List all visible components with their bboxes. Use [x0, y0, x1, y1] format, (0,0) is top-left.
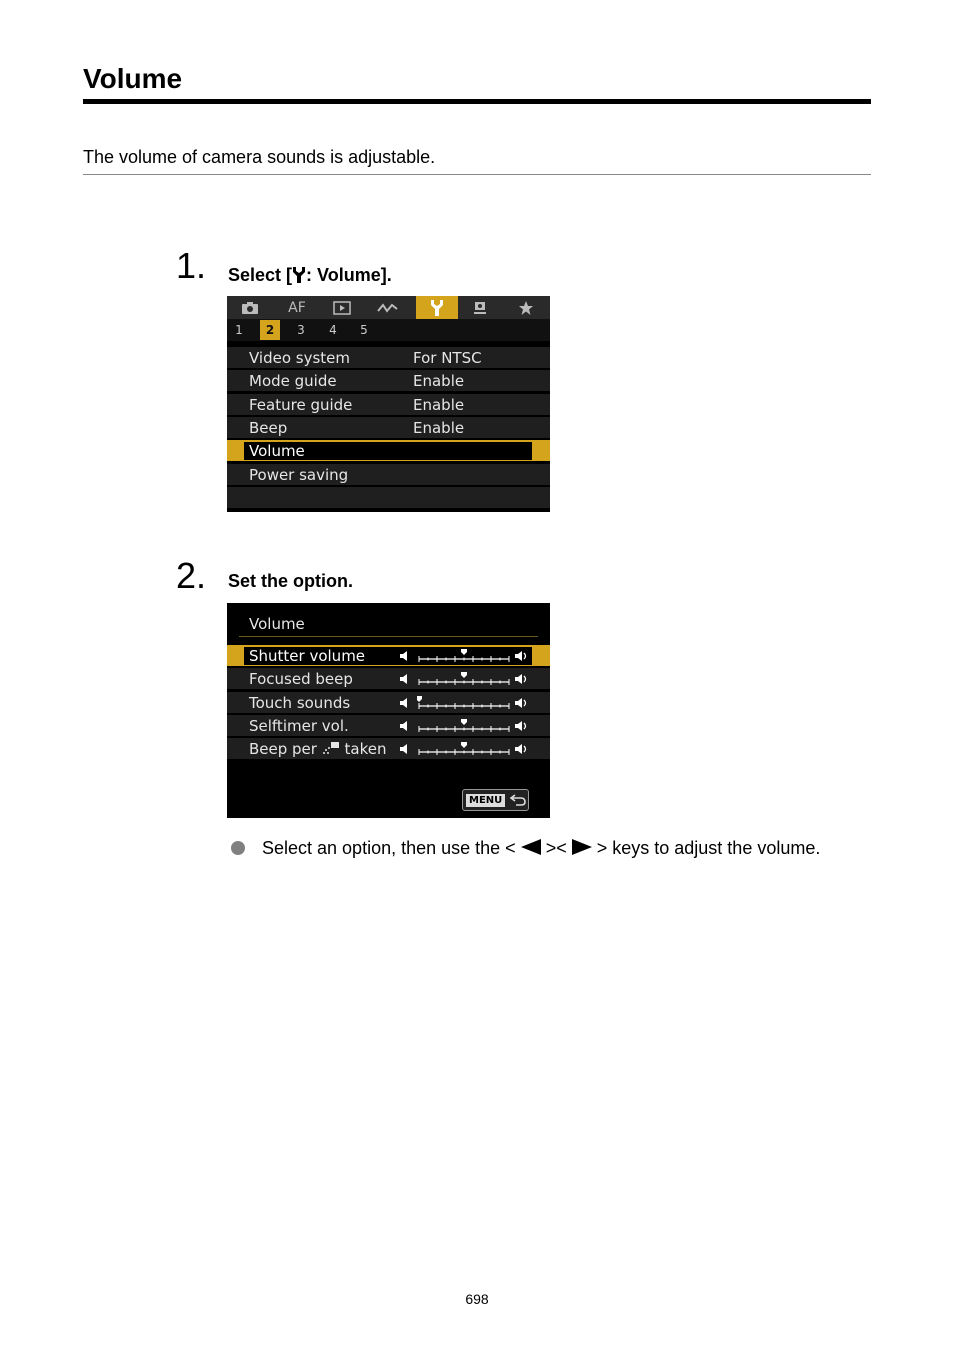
- menu-row-label: Power saving: [249, 466, 349, 484]
- slider-marker: [461, 719, 467, 725]
- speaker-low-icon: [399, 650, 409, 662]
- slider-marker: [461, 649, 467, 655]
- speaker-high-icon: [514, 720, 528, 732]
- speaker-high-icon: [514, 743, 528, 755]
- header-divider: [239, 636, 538, 637]
- volume-settings-screen: [227, 603, 550, 818]
- menu-row-mode-guide[interactable]: [227, 370, 550, 392]
- volume-row-label-prefix: Beep per: [249, 740, 317, 758]
- step-1-number: 1.: [176, 245, 207, 286]
- volume-screen-title: Volume: [249, 615, 305, 633]
- menu-row-empty: [227, 487, 550, 509]
- menu-row-label: Volume: [249, 442, 305, 460]
- playback-tab-icon[interactable]: [325, 296, 359, 319]
- right-arrow-key-icon: [572, 839, 592, 855]
- custom-tab-icon[interactable]: [463, 296, 497, 319]
- subtab-1[interactable]: 1: [235, 323, 243, 337]
- menu-row-power-saving[interactable]: [227, 464, 550, 486]
- wrench-icon: [292, 266, 306, 284]
- volume-row-label: Focused beep: [249, 670, 353, 688]
- subtab-5[interactable]: 5: [360, 323, 368, 337]
- volume-row-beep-per-shot[interactable]: [227, 738, 550, 760]
- menu-tab-bar: [227, 296, 550, 319]
- volume-slider[interactable]: [417, 742, 511, 756]
- volume-slider[interactable]: [417, 696, 511, 710]
- sub-tab-bar: [227, 319, 550, 341]
- menu-row-feature-guide[interactable]: [227, 394, 550, 416]
- intro-text: The volume of camera sounds is adjustable.: [83, 147, 436, 167]
- volume-row-label: Touch sounds: [249, 694, 351, 712]
- bullet-text-mid: ><: [540, 838, 572, 858]
- menu-row-label: Mode guide: [249, 372, 337, 390]
- menu-row-label: Video system: [249, 349, 351, 367]
- slider-marker: [461, 672, 467, 678]
- volume-slider[interactable]: [417, 672, 511, 686]
- volume-row-label: Shutter volume: [249, 647, 366, 665]
- speaker-low-icon: [399, 673, 409, 685]
- menu-back-button[interactable]: [462, 789, 529, 811]
- speaker-low-icon: [399, 743, 409, 755]
- star-tab-icon[interactable]: [509, 296, 543, 319]
- step-2-text: Set the option.: [228, 571, 353, 591]
- menu-row-value: Enable: [413, 372, 465, 390]
- step-1-prefix: Select [: [228, 265, 293, 285]
- volume-slider[interactable]: [417, 719, 511, 733]
- step-1-suffix: : Volume].: [306, 265, 392, 285]
- volume-slider[interactable]: [417, 649, 511, 663]
- af-tab[interactable]: AF: [288, 299, 306, 316]
- speaker-high-icon: [514, 697, 528, 709]
- speaker-high-icon: [514, 650, 528, 662]
- intro-rule: [83, 174, 871, 175]
- slider-marker: [417, 696, 422, 702]
- step-1-text: [228, 264, 392, 286]
- bullet-text-before: Select an option, then use the <: [262, 838, 521, 858]
- page-title: Volume: [83, 63, 183, 94]
- menu-row-video-system[interactable]: [227, 347, 550, 369]
- menu-row-value: Enable: [413, 396, 465, 414]
- wireless-tab-icon[interactable]: [371, 296, 405, 319]
- volume-row-touch-sounds[interactable]: [227, 692, 550, 714]
- bullet-text: [262, 837, 820, 859]
- menu-row-value: Enable: [413, 419, 465, 437]
- speaker-high-icon: [514, 673, 528, 685]
- camera-tab-icon[interactable]: [233, 296, 267, 319]
- burst-shot-icon: [322, 741, 340, 755]
- page-number: 698: [465, 1291, 489, 1307]
- subtab-4[interactable]: 4: [329, 323, 337, 337]
- step-2-number: 2.: [176, 555, 207, 596]
- subtab-2[interactable]: 2: [260, 320, 280, 340]
- speaker-low-icon: [399, 720, 409, 732]
- volume-row-selftimer[interactable]: [227, 715, 550, 737]
- setup-tab-icon[interactable]: [416, 296, 458, 319]
- camera-menu-screen: [227, 296, 550, 512]
- menu-button-label: MENU: [466, 794, 505, 807]
- menu-row-label: Feature guide: [249, 396, 353, 414]
- volume-row-label: [249, 738, 387, 760]
- menu-row-value: For NTSC: [413, 349, 482, 367]
- subtab-3[interactable]: 3: [297, 323, 305, 337]
- menu-row-volume[interactable]: [227, 440, 550, 462]
- volume-row-label-suffix: taken: [344, 740, 387, 758]
- left-arrow-key-icon: [521, 839, 541, 855]
- slider-marker: [461, 742, 467, 748]
- speaker-low-icon: [399, 697, 409, 709]
- bullet-text-after: > keys to adjust the volume.: [591, 838, 821, 858]
- menu-row-beep[interactable]: [227, 417, 550, 439]
- bullet-dot: [231, 841, 245, 855]
- title-rule: [83, 99, 871, 104]
- return-arrow-icon: [509, 793, 527, 807]
- menu-row-label: Beep: [249, 419, 288, 437]
- volume-row-focused-beep[interactable]: [227, 668, 550, 690]
- volume-row-shutter[interactable]: [227, 645, 550, 667]
- volume-row-label: Selftimer vol.: [249, 717, 349, 735]
